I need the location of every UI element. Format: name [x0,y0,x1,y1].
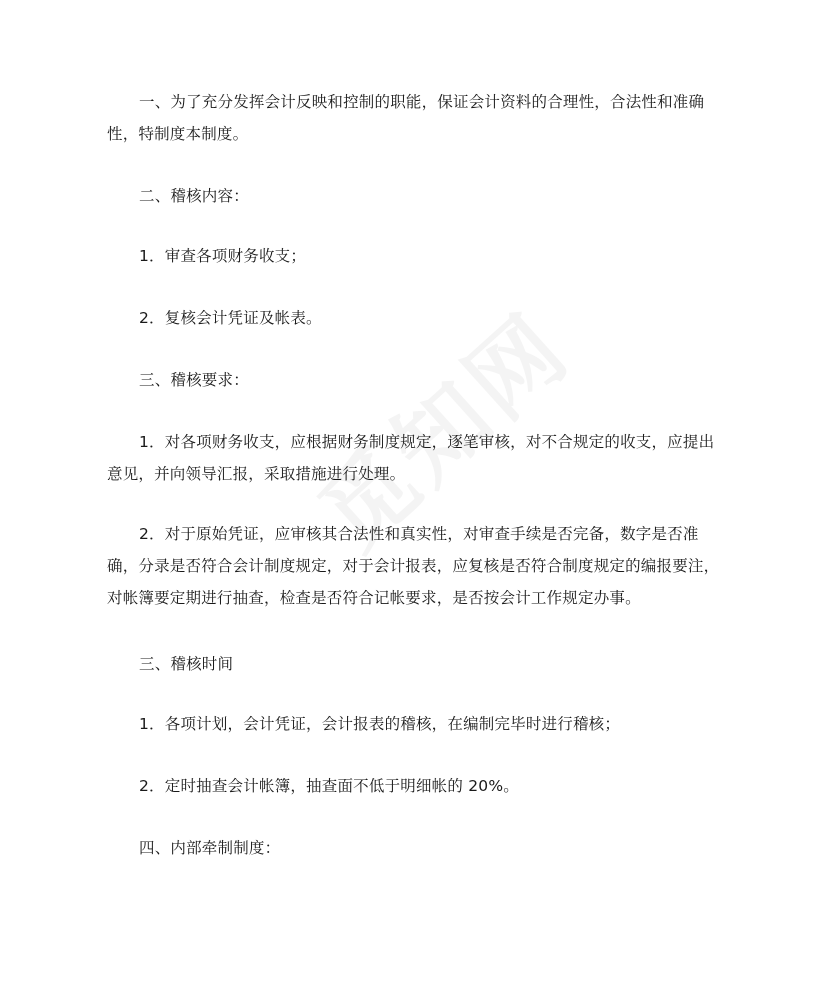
paragraph-purpose: 一、为了充分发挥会计反映和控制的职能，保证会计资料的合理性，合法性和准确性，特制度本制度。 [107,93,705,143]
paragraph-time-item-2: 2．定时抽查会计帐簿，抽查面不低于明细帐的 20%。 [139,777,519,795]
heading-audit-time: 三、稽核时间 [139,655,234,673]
paragraph-content-item-2: 2．复核会计凭证及帐表。 [139,309,322,327]
paragraph-requirement-1: 1．对各项财务收支，应根据财务制度规定，逐笔审核，对不合规定的收支，应提出意见，并向领导汇报，采取措施进行处理。 [107,433,715,483]
heading-internal-control: 四、内部牵制制度： [139,839,281,857]
heading-audit-requirements: 三、稽核要求： [139,371,249,389]
paragraph-time-item-1: 1．各项计划，会计凭证，会计报表的稽核，在编制完毕时进行稽核； [139,715,621,733]
heading-audit-content: 二、稽核内容： [139,187,249,205]
paragraph-content-item-1: 1．审查各项财务收支； [139,247,307,265]
paragraph-requirement-2: 2．对于原始凭证，应审核其合法性和真实性，对审查手续是否完备，数字是否准确，分录是否符合会计制度规定，对于会计报表，应复核是否符合制度规定的编报要注，对帐簿要定期进行抽查，检查是否符合记帐要求，是否按会计工作规定办事。 [107,525,720,607]
